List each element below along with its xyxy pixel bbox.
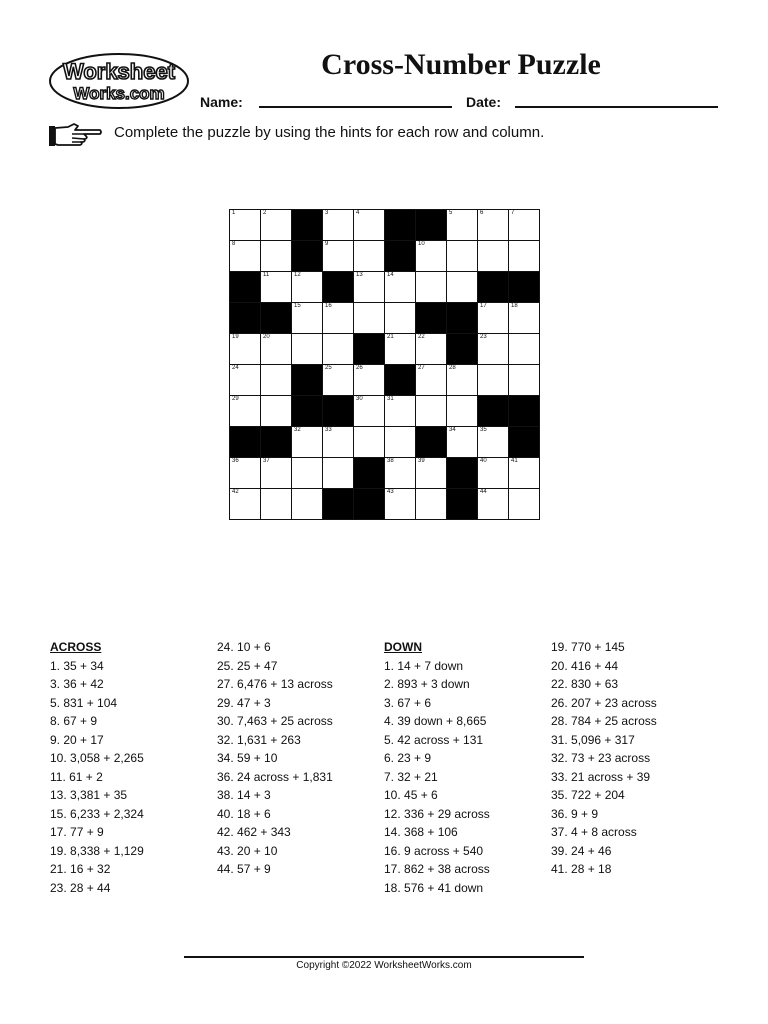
clue-item: 22. 830 + 63 [551,677,619,691]
grid-cell-black [322,271,354,303]
clue-item: 14. 368 + 106 [384,825,458,839]
cell-number: 12 [294,272,301,278]
cell-number: 43 [387,489,394,495]
cell-number: 27 [418,365,425,371]
cell-number: 31 [387,396,394,402]
grid-cell[interactable] [415,271,447,303]
cell-number: 17 [480,303,487,309]
grid-cell[interactable] [322,302,354,334]
grid-cell[interactable] [260,395,292,427]
grid-cell[interactable] [322,240,354,272]
grid-cell-black [260,302,292,334]
grid-cell[interactable] [446,240,478,272]
cell-number: 14 [387,272,394,278]
cell-number: 1 [232,210,236,216]
cell-number: 33 [325,427,332,433]
clue-item: 32. 73 + 23 across [551,751,651,765]
clue-item: 5. 42 across + 131 [384,732,484,747]
grid-cell[interactable] [477,240,509,272]
grid-cell-black [353,457,385,489]
grid-cell-black [353,488,385,520]
clue-item: 31. 5,096 + 317 [551,732,635,747]
clue-item: 27. 6,476 + 13 across [217,677,333,691]
grid-cell[interactable] [229,209,261,241]
grid-cell[interactable] [353,209,385,241]
cell-number: 13 [356,272,363,278]
grid-cell[interactable] [446,209,478,241]
clue-item: 15. 6,233 + 2,324 [50,806,144,821]
instructions: Complete the puzzle by using the hints for each row and column. [114,124,545,141]
grid-cell[interactable] [508,240,540,272]
clue-item: 44. 57 + 9 [217,862,271,876]
cell-number: 29 [232,396,239,402]
clue-item: 37. 4 + 8 across [551,825,637,839]
grid-cell-black [229,271,261,303]
grid-cell[interactable] [322,364,354,396]
clue-item: 40. 18 + 6 [217,806,271,821]
grid-cell[interactable] [477,488,509,520]
grid-cell-black [415,302,447,334]
grid-cell[interactable] [477,426,509,458]
grid-cell[interactable] [322,333,354,365]
grid-cell[interactable] [446,395,478,427]
cell-number: 37 [263,458,270,464]
grid-cell-black [384,240,416,272]
cell-number: 5 [449,210,453,216]
footer-divider [184,956,584,958]
pointing-hand-icon [48,122,102,148]
grid-cell-black [384,209,416,241]
clue-item: 17. 77 + 9 [50,825,104,839]
grid-cell[interactable] [353,426,385,458]
grid-cell[interactable] [508,488,540,520]
date-field[interactable] [515,106,718,108]
clue-item: 1. 35 + 34 [50,658,104,673]
grid-cell[interactable] [384,457,416,489]
grid-cell[interactable] [353,302,385,334]
cell-number: 23 [480,334,487,340]
grid-cell[interactable] [229,395,261,427]
clue-item: 9. 20 + 17 [50,732,104,747]
grid-cell[interactable] [508,209,540,241]
cell-number: 30 [356,396,363,402]
worksheetworks-logo [48,52,190,110]
logo-text-top: Worksheet [62,59,176,84]
grid-cell[interactable] [229,240,261,272]
grid-cell[interactable] [260,364,292,396]
logo-text-bottom: Works.com [73,84,165,103]
down-clues-col-1 [384,638,490,897]
grid-cell[interactable] [260,271,292,303]
grid-cell[interactable] [415,395,447,427]
clue-item: 18. 576 + 41 down [384,880,484,895]
cell-number: 11 [263,272,270,278]
grid-cell-black [415,209,447,241]
clue-item: 25. 25 + 47 [217,658,278,673]
cell-number: 21 [387,334,394,340]
grid-cell-black [291,395,323,427]
cell-number: 36 [232,458,239,464]
grid-cell[interactable] [322,209,354,241]
clue-item: 36. 9 + 9 [551,806,599,821]
copyright: Copyright ©2022 WorksheetWorks.com [296,960,472,971]
clue-item: 19. 770 + 145 [551,640,625,654]
grid-cell[interactable] [508,364,540,396]
grid-cell[interactable] [353,395,385,427]
grid-cell-black [508,271,540,303]
cell-number: 34 [449,427,456,433]
clue-item: 6. 23 + 9 [384,751,432,765]
grid-cell[interactable] [260,209,292,241]
grid-cell[interactable] [384,488,416,520]
cell-number: 41 [511,458,518,464]
across-clues-col-2 [217,638,333,879]
grid-cell[interactable] [384,302,416,334]
grid-cell[interactable] [446,426,478,458]
grid-cell[interactable] [291,333,323,365]
cell-number: 26 [356,365,363,371]
cell-number: 20 [263,334,270,340]
grid-cell[interactable] [260,240,292,272]
cell-number: 28 [449,365,456,371]
clue-item: 4. 39 down + 8,665 [384,714,487,728]
grid-cell-black [415,426,447,458]
grid-cell[interactable] [477,333,509,365]
grid-cell[interactable] [415,240,447,272]
clue-item: 41. 28 + 18 [551,862,612,876]
cell-number: 4 [356,210,360,216]
clue-item: 32. 1,631 + 263 [217,732,301,747]
clue-item: 26. 207 + 23 across [551,695,657,710]
cell-number: 44 [480,489,487,495]
grid-cell-black [229,426,261,458]
clue-item: 8. 67 + 9 [50,714,98,728]
cell-number: 25 [325,365,332,371]
clue-item: 1. 14 + 7 down [384,658,464,673]
cell-number: 42 [232,489,239,495]
clue-item: 21. 16 + 32 [50,862,111,876]
grid-cell-black [446,302,478,334]
cell-number: 35 [480,427,487,433]
grid-cell[interactable] [415,364,447,396]
clue-item: 16. 9 across + 540 [384,843,484,858]
grid-cell[interactable] [415,333,447,365]
grid-cell-black [291,209,323,241]
clue-item: 5. 831 + 104 [50,695,118,710]
down-clues-col-2 [551,638,657,879]
cell-number: 19 [232,334,239,340]
grid-cell[interactable] [353,271,385,303]
clue-item: 39. 24 + 46 [551,843,612,858]
clue-item: 10. 45 + 6 [384,788,438,802]
grid-cell[interactable] [477,302,509,334]
across-clues-col-1 [50,638,144,897]
cell-number: 7 [511,210,515,216]
name-label: Name: [200,94,243,110]
grid-cell-black [477,395,509,427]
name-field[interactable] [259,106,452,108]
cell-number: 39 [418,458,425,464]
grid-cell[interactable] [353,240,385,272]
date-label: Date: [466,94,502,110]
clue-item: 34. 59 + 10 [217,751,278,765]
grid-cell[interactable] [446,364,478,396]
grid-cell[interactable] [229,488,261,520]
grid-cell[interactable] [322,426,354,458]
clue-item: 43. 20 + 10 [217,843,278,858]
grid-cell[interactable] [260,488,292,520]
cell-number: 6 [480,210,484,216]
cell-number: 10 [418,241,425,247]
grid-cell[interactable] [291,457,323,489]
clue-item: 42. 462 + 343 [217,825,291,839]
crossnumber-grid [229,209,539,519]
grid-cell[interactable] [446,271,478,303]
grid-cell[interactable] [508,457,540,489]
clue-item: 33. 21 across + 39 [551,769,651,784]
grid-cell-black [446,488,478,520]
across-heading: ACROSS [50,640,102,654]
grid-cell[interactable] [291,302,323,334]
grid-cell-black [260,426,292,458]
clue-item: 3. 67 + 6 [384,695,432,710]
grid-cell[interactable] [384,426,416,458]
grid-cell[interactable] [384,271,416,303]
grid-cell[interactable] [229,333,261,365]
grid-cell[interactable] [384,395,416,427]
down-heading: DOWN [384,640,422,654]
cell-number: 38 [387,458,394,464]
clue-item: 12. 336 + 29 across [384,806,490,821]
clue-item: 10. 3,058 + 2,265 [50,751,144,765]
cell-number: 18 [511,303,518,309]
cell-number: 2 [263,210,267,216]
grid-cell[interactable] [477,364,509,396]
clue-item: 20. 416 + 44 [551,658,619,673]
grid-cell[interactable] [353,364,385,396]
grid-cell-black [508,426,540,458]
grid-cell[interactable] [229,457,261,489]
clue-item: 17. 862 + 38 across [384,862,490,876]
grid-cell[interactable] [415,457,447,489]
grid-cell-black [508,395,540,427]
grid-cell[interactable] [260,333,292,365]
cell-number: 16 [325,303,332,309]
clue-item: 2. 893 + 3 down [384,677,470,691]
grid-cell-black [353,333,385,365]
grid-cell[interactable] [260,457,292,489]
clue-item: 23. 28 + 44 [50,880,111,895]
grid-cell[interactable] [477,457,509,489]
grid-cell[interactable] [229,364,261,396]
clue-item: 11. 61 + 2 [50,769,103,784]
grid-cell-black [322,395,354,427]
clue-item: 19. 8,338 + 1,129 [50,843,144,858]
cell-number: 32 [294,427,301,433]
grid-cell[interactable] [322,457,354,489]
grid-cell-black [446,333,478,365]
clue-item: 35. 722 + 204 [551,788,625,802]
cell-number: 9 [325,241,329,247]
clue-item: 30. 7,463 + 25 across [217,714,333,728]
clue-item: 38. 14 + 3 [217,788,271,802]
cell-number: 15 [294,303,301,309]
grid-cell-black [384,364,416,396]
grid-cell-black [446,457,478,489]
grid-cell-black [291,364,323,396]
grid-cell-black [291,240,323,272]
grid-cell[interactable] [415,488,447,520]
page-title: Cross-Number Puzzle [321,48,601,81]
grid-cell-black [322,488,354,520]
cell-number: 40 [480,458,487,464]
grid-cell[interactable] [291,426,323,458]
clue-item: 36. 24 across + 1,831 [217,769,333,784]
grid-cell-black [477,271,509,303]
cell-number: 3 [325,210,329,216]
grid-cell[interactable] [508,302,540,334]
grid-cell[interactable] [384,333,416,365]
clue-item: 3. 36 + 42 [50,677,104,691]
clue-item: 28. 784 + 25 across [551,714,657,728]
clue-item: 24. 10 + 6 [217,640,271,654]
clue-item: 13. 3,381 + 35 [50,788,128,802]
grid-cell[interactable] [508,333,540,365]
clue-item: 7. 32 + 21 [384,769,438,784]
clue-item: 29. 47 + 3 [217,695,271,710]
cell-number: 8 [232,241,236,247]
grid-cell[interactable] [291,271,323,303]
grid-cell[interactable] [477,209,509,241]
grid-cell[interactable] [291,488,323,520]
cell-number: 22 [418,334,425,340]
grid-cell-black [229,302,261,334]
cell-number: 24 [232,365,239,371]
